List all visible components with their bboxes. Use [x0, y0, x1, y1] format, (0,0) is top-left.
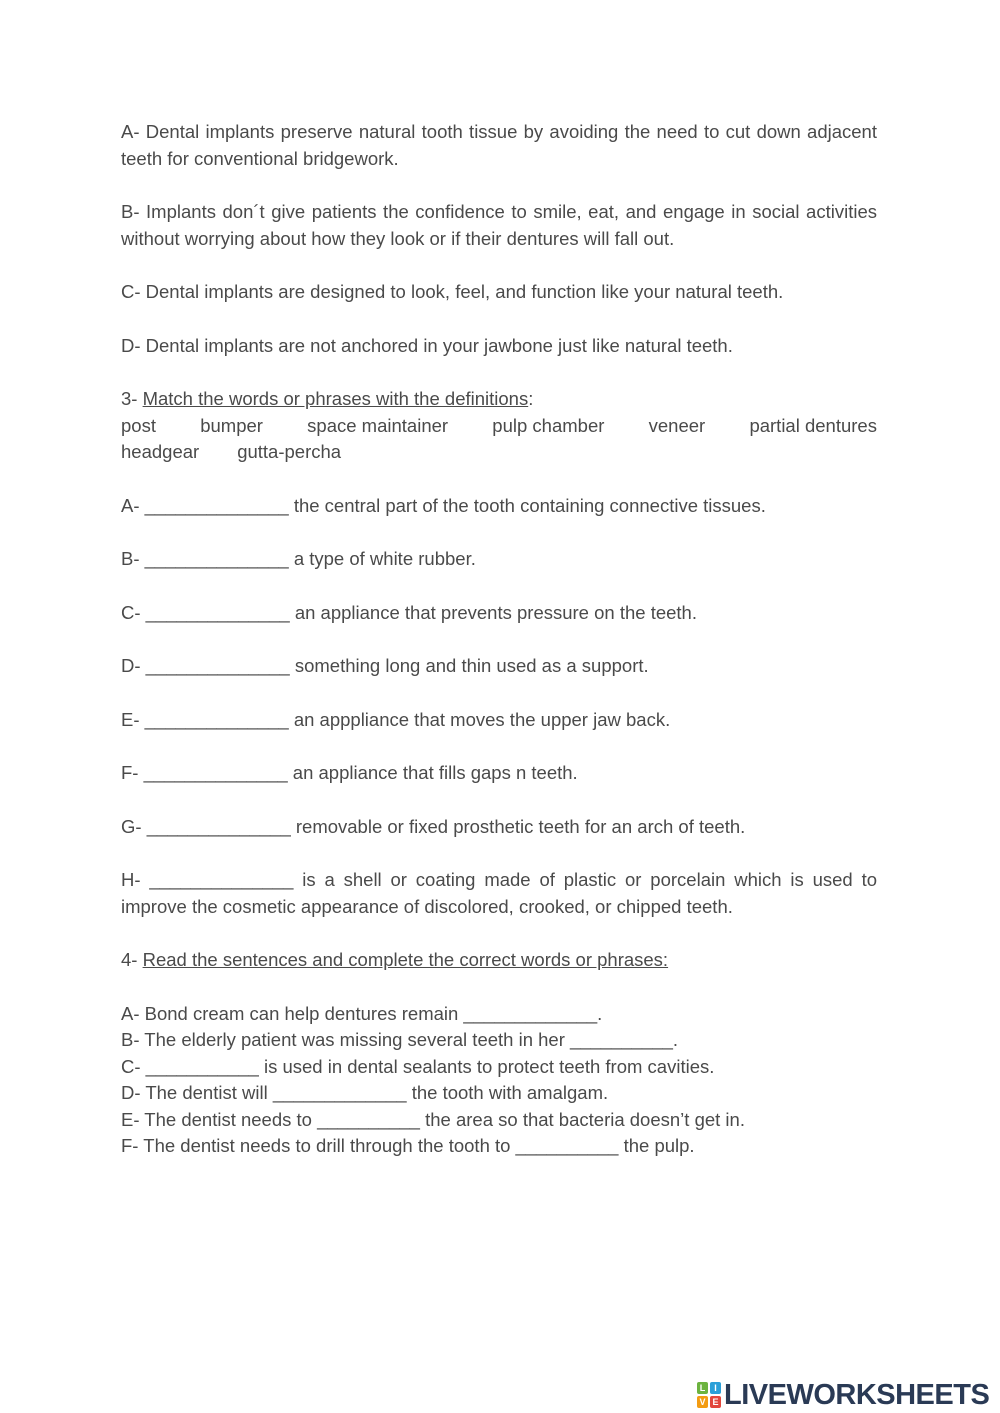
word-bank-row-2: [121, 439, 877, 466]
liveworksheets-logo: [697, 1378, 989, 1412]
complete-item-e: E- The dentist needs to __________ the area so that bacteria doesn’t get in.: [121, 1108, 745, 1130]
liveworksheets-logo-icon: [697, 1382, 721, 1408]
exercise4-number: 4-: [121, 949, 143, 970]
complete-item-a: A- Bond cream can help dentures remain _____________.: [121, 1002, 603, 1024]
worksheet-page: [121, 119, 877, 1160]
word-bank-word: gutta-percha: [237, 441, 342, 462]
exercise4-title: Read the sentences and complete the correct words or phrases:: [142, 949, 669, 970]
match-item-h: H- ______________ is a shell or coating made of plastic or porcelain which is used to improve the cosmetic appearance of discolored, crooked, or chipped teeth.: [121, 869, 877, 917]
logo-mark-tile: L: [697, 1382, 708, 1394]
liveworksheets-logo-text: LIVEWORKSHEETS: [724, 1378, 990, 1411]
complete-item-b: B- The elderly patient was missing several teeth in her __________.: [121, 1029, 679, 1051]
word-bank-word: pulp chamber: [492, 414, 605, 436]
word-bank-word: post: [121, 414, 156, 436]
exercise4-list: [121, 1001, 877, 1161]
complete-item-f: F- The dentist needs to drill through the tooth to __________ the pulp.: [121, 1135, 695, 1157]
exercise3-colon: :: [528, 388, 534, 409]
exercise2-item-a: A- Dental implants preserve natural tooth tissue by avoiding the need to cut down adjacent teeth for conventional bridgework.: [121, 121, 877, 169]
match-item-f: F- ______________ an appliance that fills gaps n teeth.: [121, 762, 578, 783]
logo-mark-tile: V: [697, 1396, 708, 1408]
logo-mark-tile: E: [710, 1396, 721, 1408]
match-item-g: G- ______________ removable or fixed prosthetic teeth for an arch of teeth.: [121, 815, 746, 837]
word-bank-word: headgear: [121, 441, 200, 462]
exercise2-item-d: D- Dental implants are not anchored in your jawbone just like natural teeth.: [121, 334, 733, 356]
complete-item-c: C- ___________ is used in dental sealants to protect teeth from cavities.: [121, 1055, 715, 1077]
match-item-a: A- ______________ the central part of the tooth containing connective tissues.: [121, 494, 766, 516]
exercise3-title: Match the words or phrases with the definitions: [142, 388, 529, 409]
word-bank-word: space maintainer: [307, 414, 449, 436]
match-item-c: C- ______________ an appliance that prevents pressure on the teeth.: [121, 601, 697, 623]
word-bank-word: partial dentures: [749, 414, 877, 436]
word-bank-row-1: [121, 413, 877, 440]
word-bank-word: bumper: [200, 414, 263, 436]
complete-item-d: D- The dentist will _____________ the tooth with amalgam.: [121, 1082, 609, 1104]
exercise2-item-b: B- Implants don´t give patients the confidence to smile, eat, and engage in social activities without worrying about how they look or if their dentures will fall out.: [121, 201, 877, 249]
word-bank-word: veneer: [648, 414, 706, 436]
exercise2-item-c: C- Dental implants are designed to look, feel, and function like your natural teeth.: [121, 281, 784, 302]
match-item-e: E- ______________ an apppliance that moves the upper jaw back.: [121, 708, 671, 730]
match-item-b: B- ______________ a type of white rubber.: [121, 548, 476, 569]
exercise3-number: 3-: [121, 388, 143, 409]
logo-mark-tile: I: [710, 1382, 721, 1394]
exercise3-heading: [121, 386, 877, 413]
match-item-d: D- ______________ something long and thin used as a support.: [121, 655, 649, 676]
exercise4-heading: [121, 947, 877, 974]
